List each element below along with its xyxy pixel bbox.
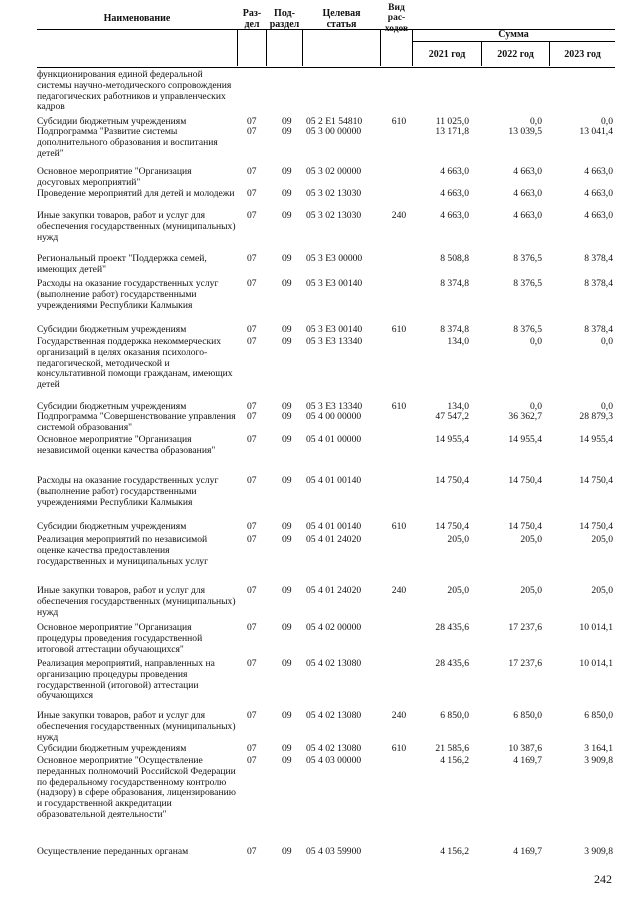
row-sum-2023: 13 041,4 (579, 126, 613, 137)
row-razdel: 07 (247, 434, 257, 445)
row-sum-2021: 14 750,4 (435, 521, 469, 532)
row-sum-2021: 134,0 (447, 401, 469, 412)
row-celevaya-statya: 05 3 00 00000 (306, 126, 362, 137)
row-vid-rashodov: 610 (391, 743, 407, 754)
page-number: 242 (594, 872, 612, 886)
row-sum-2023: 0,0 (601, 116, 613, 127)
row-sum-2021: 4 156,2 (440, 755, 469, 766)
row-name: Основное мероприятие "Организация досуговых мероприятий" (37, 166, 192, 188)
row-sum-2023: 10 014,1 (579, 622, 613, 633)
row-podrazdel: 09 (282, 846, 292, 857)
row-razdel: 07 (247, 521, 257, 532)
row-sum-2023: 10 014,1 (579, 658, 613, 669)
row-celevaya-statya: 05 3 E3 13340 (306, 336, 363, 347)
row-sum-2023: 0,0 (601, 336, 613, 347)
row-sum-2021: 14 955,4 (435, 434, 469, 445)
row-razdel: 07 (247, 253, 257, 264)
row-razdel: 07 (247, 324, 257, 335)
row-razdel: 07 (247, 126, 257, 137)
header-razdel: Раз- дел (242, 7, 262, 30)
row-podrazdel: 09 (282, 710, 292, 721)
row-name: Расходы на оказание государственных услуг (выполнение работ) государственными учреждениями Республики Калмыкия (37, 278, 219, 311)
row-celevaya-statya: 05 3 02 13030 (306, 188, 362, 199)
row-sum-2022: 0,0 (530, 336, 542, 347)
row-sum-2022: 205,0 (520, 534, 542, 545)
row-razdel: 07 (247, 622, 257, 633)
row-podrazdel: 09 (282, 585, 292, 596)
row-sum-2021: 205,0 (447, 585, 469, 596)
row-sum-2022: 0,0 (530, 401, 542, 412)
row-sum-2022: 4 663,0 (513, 210, 542, 221)
row-celevaya-statya: 05 4 03 00000 (306, 755, 362, 766)
row-name: Иные закупки товаров, работ и услуг для обеспечения государственных (муниципальных) нужд (37, 210, 236, 243)
row-celevaya-statya: 05 4 01 24020 (306, 585, 362, 596)
row-celevaya-statya: 05 4 01 00000 (306, 434, 362, 445)
header-name: Наименование (103, 13, 171, 24)
row-name: Государственная поддержка некоммерческих организаций в целях оказания психолого-педагогической, методической и консультативной помощи гражданам, имеющих детей (37, 336, 233, 391)
row-name: Субсидии бюджетным учреждениям (37, 401, 187, 412)
header-celevaya-statya: Целевая статья (322, 7, 361, 30)
row-sum-2022: 14 750,4 (508, 521, 542, 532)
row-sum-2021: 8 374,8 (440, 278, 469, 289)
row-sum-2022: 4 169,7 (513, 846, 542, 857)
row-podrazdel: 09 (282, 210, 292, 221)
row-sum-2022: 8 376,5 (513, 278, 542, 289)
row-podrazdel: 09 (282, 116, 292, 127)
row-podrazdel: 09 (282, 534, 292, 545)
row-podrazdel: 09 (282, 324, 292, 335)
row-sum-2022: 36 362,7 (508, 411, 542, 422)
row-name: Расходы на оказание государственных услуг (выполнение работ) государственными учреждениями Республики Калмыкия (37, 475, 219, 508)
row-vid-rashodov: 240 (391, 710, 407, 721)
row-podrazdel: 09 (282, 743, 292, 754)
header-summa: Сумма (412, 29, 615, 42)
row-vid-rashodov: 240 (391, 210, 407, 221)
header-podrazdel: Под- раздел (269, 7, 300, 30)
row-celevaya-statya: 05 4 00 00000 (306, 411, 362, 422)
row-sum-2023: 205,0 (591, 585, 613, 596)
row-celevaya-statya: 05 3 02 00000 (306, 166, 362, 177)
row-sum-2021: 4 663,0 (440, 210, 469, 221)
row-name: Основное мероприятие "Осуществление переданных полномочий Российской Федерации по федеральному государственному контролю (надзору) в сфере образования, лицензированию и государственной аккредитации образовательной деятельности" (37, 755, 236, 820)
row-sum-2023: 4 663,0 (584, 210, 613, 221)
row-celevaya-statya: 05 4 01 00140 (306, 521, 362, 532)
row-sum-2022: 13 039,5 (508, 126, 542, 137)
row-sum-2022: 4 663,0 (513, 188, 542, 199)
row-razdel: 07 (247, 710, 257, 721)
row-sum-2022: 6 850,0 (513, 710, 542, 721)
row-podrazdel: 09 (282, 336, 292, 347)
row-razdel: 07 (247, 278, 257, 289)
row-sum-2022: 17 237,6 (508, 658, 542, 669)
row-sum-2023: 8 378,4 (584, 324, 613, 335)
row-sum-2021: 14 750,4 (435, 475, 469, 486)
row-sum-2022: 17 237,6 (508, 622, 542, 633)
row-sum-2021: 134,0 (447, 336, 469, 347)
header-year-2021: 2021 год (428, 48, 466, 60)
row-celevaya-statya: 05 4 03 59900 (306, 846, 362, 857)
row-sum-2021: 4 663,0 (440, 166, 469, 177)
row-sum-2023: 14 955,4 (579, 434, 613, 445)
row-razdel: 07 (247, 188, 257, 199)
row-celevaya-statya: 05 4 02 13080 (306, 710, 362, 721)
row-sum-2022: 8 376,5 (513, 324, 542, 335)
row-name: Субсидии бюджетным учреждениям (37, 521, 187, 532)
row-name: Региональный проект "Поддержка семей, имеющих детей" (37, 253, 207, 275)
row-celevaya-statya: 05 3 E3 00140 (306, 278, 363, 289)
row-name: Реализация мероприятий по независимой оценке качества предоставления государственных и муниципальных услуг (37, 534, 209, 567)
row-podrazdel: 09 (282, 188, 292, 199)
row-sum-2022: 4 663,0 (513, 166, 542, 177)
row-razdel: 07 (247, 846, 257, 857)
header-year-2023: 2023 год (564, 48, 601, 60)
row-sum-2022: 205,0 (520, 585, 542, 596)
row-sum-2021: 8 374,8 (440, 324, 469, 335)
row-razdel: 07 (247, 534, 257, 545)
row-sum-2023: 3 909,8 (584, 755, 613, 766)
row-sum-2021: 205,0 (447, 534, 469, 545)
row-razdel: 07 (247, 336, 257, 347)
row-celevaya-statya: 05 3 E3 00000 (306, 253, 363, 264)
row-name: Подпрограмма "Развитие системы дополнительного образования и воспитания детей" (37, 126, 218, 159)
row-name: Субсидии бюджетным учреждениям (37, 324, 187, 335)
row-sum-2021: 28 435,6 (435, 622, 469, 633)
row-sum-2023: 205,0 (591, 534, 613, 545)
row-celevaya-statya: 05 4 01 00140 (306, 475, 362, 486)
row-name: Субсидии бюджетным учреждениям (37, 743, 187, 754)
row-celevaya-statya: 05 4 02 13080 (306, 743, 362, 754)
row-sum-2022: 14 750,4 (508, 475, 542, 486)
row-podrazdel: 09 (282, 278, 292, 289)
row-sum-2021: 6 850,0 (440, 710, 469, 721)
row-name: Основное мероприятие "Организация процедуры проведения государственной итоговой аттестации обучающихся" (37, 622, 203, 655)
row-celevaya-statya: 05 3 E3 00140 (306, 324, 363, 335)
row-sum-2021: 21 585,6 (435, 743, 469, 754)
row-razdel: 07 (247, 755, 257, 766)
row-name: Иные закупки товаров, работ и услуг для обеспечения государственных (муниципальных) нужд (37, 710, 236, 743)
row-vid-rashodov: 610 (391, 401, 407, 412)
row-podrazdel: 09 (282, 411, 292, 422)
row-podrazdel: 09 (282, 658, 292, 669)
row-razdel: 07 (247, 401, 257, 412)
row-podrazdel: 09 (282, 434, 292, 445)
row-name: Иные закупки товаров, работ и услуг для обеспечения государственных (муниципальных) нужд (37, 585, 236, 618)
row-sum-2021: 47 547,2 (435, 411, 469, 422)
row-sum-2023: 8 378,4 (584, 278, 613, 289)
row-sum-2022: 14 955,4 (508, 434, 542, 445)
row-razdel: 07 (247, 116, 257, 127)
header-vid-rashodov: Вид рас- ходов (384, 2, 409, 34)
row-sum-2023: 6 850,0 (584, 710, 613, 721)
row-sum-2023: 8 378,4 (584, 253, 613, 264)
row-vid-rashodov: 610 (391, 116, 407, 127)
row-sum-2021: 4 156,2 (440, 846, 469, 857)
row-podrazdel: 09 (282, 126, 292, 137)
row-sum-2021: 28 435,6 (435, 658, 469, 669)
row-podrazdel: 09 (282, 622, 292, 633)
row-sum-2021: 13 171,8 (435, 126, 469, 137)
row-sum-2023: 14 750,4 (579, 475, 613, 486)
row-sum-2021: 4 663,0 (440, 188, 469, 199)
row-celevaya-statya: 05 3 E3 13340 (306, 401, 363, 412)
row-sum-2023: 14 750,4 (579, 521, 613, 532)
row-name: Подпрограмма "Совершенствование управления системой образования" (37, 411, 236, 433)
row-sum-2021: 11 025,0 (435, 116, 469, 127)
row-sum-2022: 0,0 (530, 116, 542, 127)
row-sum-2022: 8 376,5 (513, 253, 542, 264)
row-sum-2022: 10 387,6 (508, 743, 542, 754)
row-sum-2022: 4 169,7 (513, 755, 542, 766)
row-podrazdel: 09 (282, 401, 292, 412)
row-name: функционирования единой федеральной системы научно-методического сопровождения педагогических работников и управленческих кадров (37, 69, 232, 113)
row-sum-2023: 3 164,1 (584, 743, 613, 754)
row-name: Проведение мероприятий для детей и молодежи (37, 188, 235, 199)
header-year-2022: 2022 год (497, 48, 534, 60)
row-name: Реализация мероприятий, направленных на организацию процедуры проведения государственной (итоговой) аттестации обучающихся (37, 658, 215, 702)
row-name: Основное мероприятие "Организация независимой оценки качества образования" (37, 434, 216, 456)
row-podrazdel: 09 (282, 253, 292, 264)
row-sum-2023: 3 909,8 (584, 846, 613, 857)
row-celevaya-statya: 05 4 02 13080 (306, 658, 362, 669)
row-razdel: 07 (247, 585, 257, 596)
row-razdel: 07 (247, 475, 257, 486)
row-razdel: 07 (247, 743, 257, 754)
row-podrazdel: 09 (282, 166, 292, 177)
row-podrazdel: 09 (282, 475, 292, 486)
row-celevaya-statya: 05 3 02 13030 (306, 210, 362, 221)
row-vid-rashodov: 610 (391, 324, 407, 335)
row-vid-rashodov: 610 (391, 521, 407, 532)
row-sum-2023: 4 663,0 (584, 188, 613, 199)
row-razdel: 07 (247, 658, 257, 669)
row-celevaya-statya: 05 2 E1 54810 (306, 116, 363, 127)
row-sum-2023: 28 879,3 (579, 411, 613, 422)
row-razdel: 07 (247, 166, 257, 177)
row-name: Субсидии бюджетным учреждениям (37, 116, 187, 127)
row-name: Осуществление переданных органам (37, 846, 189, 857)
row-razdel: 07 (247, 210, 257, 221)
row-vid-rashodov: 240 (391, 585, 407, 596)
row-razdel: 07 (247, 411, 257, 422)
row-podrazdel: 09 (282, 755, 292, 766)
row-podrazdel: 09 (282, 521, 292, 532)
row-celevaya-statya: 05 4 01 24020 (306, 534, 362, 545)
row-sum-2023: 0,0 (601, 401, 613, 412)
row-sum-2023: 4 663,0 (584, 166, 613, 177)
row-sum-2021: 8 508,8 (440, 253, 469, 264)
row-celevaya-statya: 05 4 02 00000 (306, 622, 362, 633)
